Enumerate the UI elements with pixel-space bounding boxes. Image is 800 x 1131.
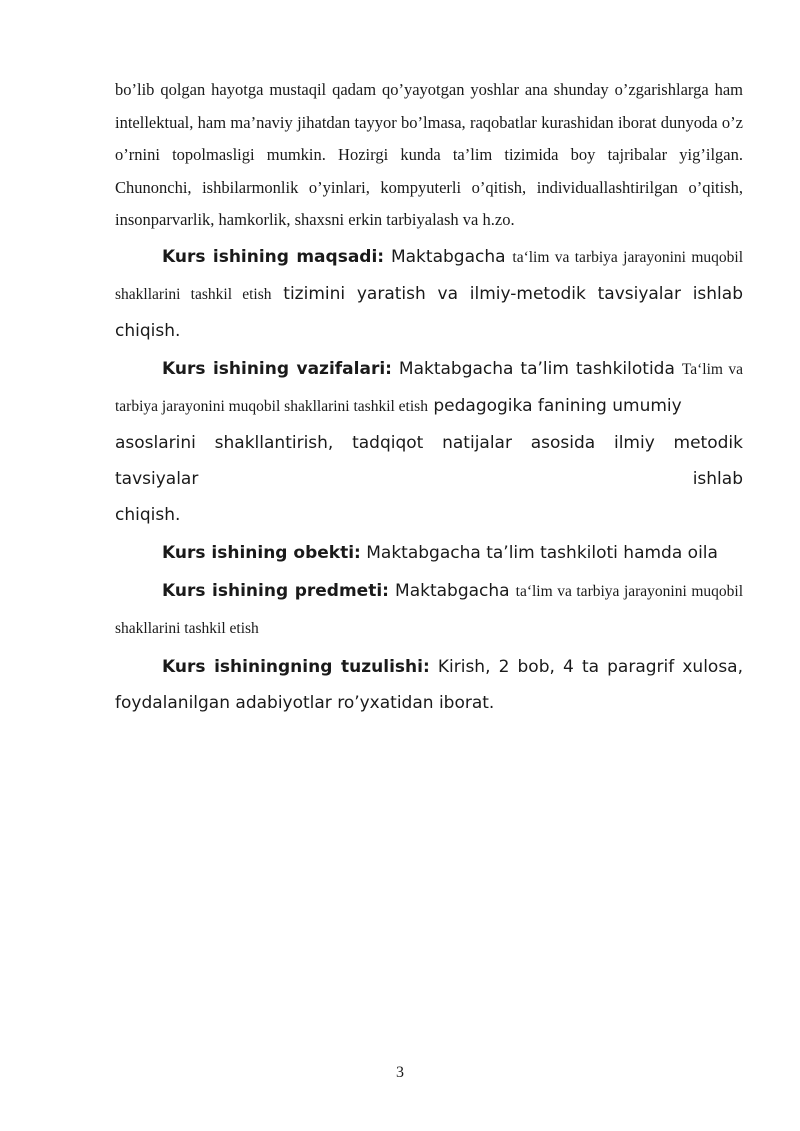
subject-label: Kurs ishining predmeti:: [162, 580, 389, 601]
page-number: 3: [396, 1064, 404, 1081]
subject-text-2: ta‘lim va tarbiya jarayonini muqobil shakllarini tashkil etish: [115, 582, 743, 637]
tasks-text-2: Ta‘lim va tarbiya jarayonini muqobil shakllarini tashkil etish: [115, 360, 743, 415]
goal-text-2: ta‘lim va tarbiya jarayonini muqobil shakllarini tashkil etish: [115, 248, 743, 303]
intro-paragraph: bo’lib qolgan hayotga mustaqil qadam qo’yayotgan yoshlar ana shunday o’zgarishlarga ham intellektual, ham ma’naviy jihatdan tayyor bo’lmasa, raqobatlar kurashidan iborat dunyoda o’z o’rnini topolmasligi mumkin. Hozirgi kunda ta’lim tizimida boy tajribalar yig’ilgan. Chunonchi, ishbilarmonlik o’yinlari, kompyuterli o’qitish, individuallashtirilgan o’qitish, insonparvarlik, hamkorlik, shaxsni erkin tarbiyalash va h.zo.: [115, 80, 743, 229]
tasks-paragraph: [115, 351, 743, 425]
page-content: [115, 74, 743, 721]
tasks-line-3: [115, 461, 743, 497]
object-text: Maktabgacha ta’lim tashkiloti hamda oila: [360, 542, 718, 563]
tasks-line-4: chiqish.: [115, 504, 181, 525]
goal-text-3: tizimini yaratish va ilmiy-metodik tavsiyalar ishlab chiqish.: [115, 283, 743, 341]
tasks-line-2: asoslarini shakllantirish, tadqiqot natijalar asosida ilmiy metodik: [115, 432, 743, 453]
tasks-text-1: Maktabgacha ta’lim tashkilotida: [391, 358, 682, 379]
tasks-label: Kurs ishining vazifalari:: [162, 358, 392, 379]
subject-text-1: Maktabgacha: [388, 580, 516, 601]
tasks-line-3-right: ishlab: [692, 468, 743, 489]
goal-paragraph: [115, 239, 743, 349]
object-label: Kurs ishining obekti:: [162, 542, 361, 563]
subject-paragraph: [115, 573, 743, 647]
structure-paragraph: [115, 649, 743, 721]
tasks-line-3-left: tavsiyalar: [115, 468, 199, 489]
goal-label: Kurs ishining maqsadi:: [162, 246, 385, 267]
structure-text: Kirish, 2 bob, 4 ta paragrif xulosa, foydalanilgan adabiyotlar ro’yxatidan iborat.: [115, 656, 743, 713]
goal-text-1: Maktabgacha: [384, 246, 513, 267]
structure-label: Kurs ishiningning tuzulishi:: [162, 656, 430, 677]
tasks-text-3: pedagogika fanining umumiy: [427, 395, 682, 416]
object-paragraph: [115, 535, 743, 571]
